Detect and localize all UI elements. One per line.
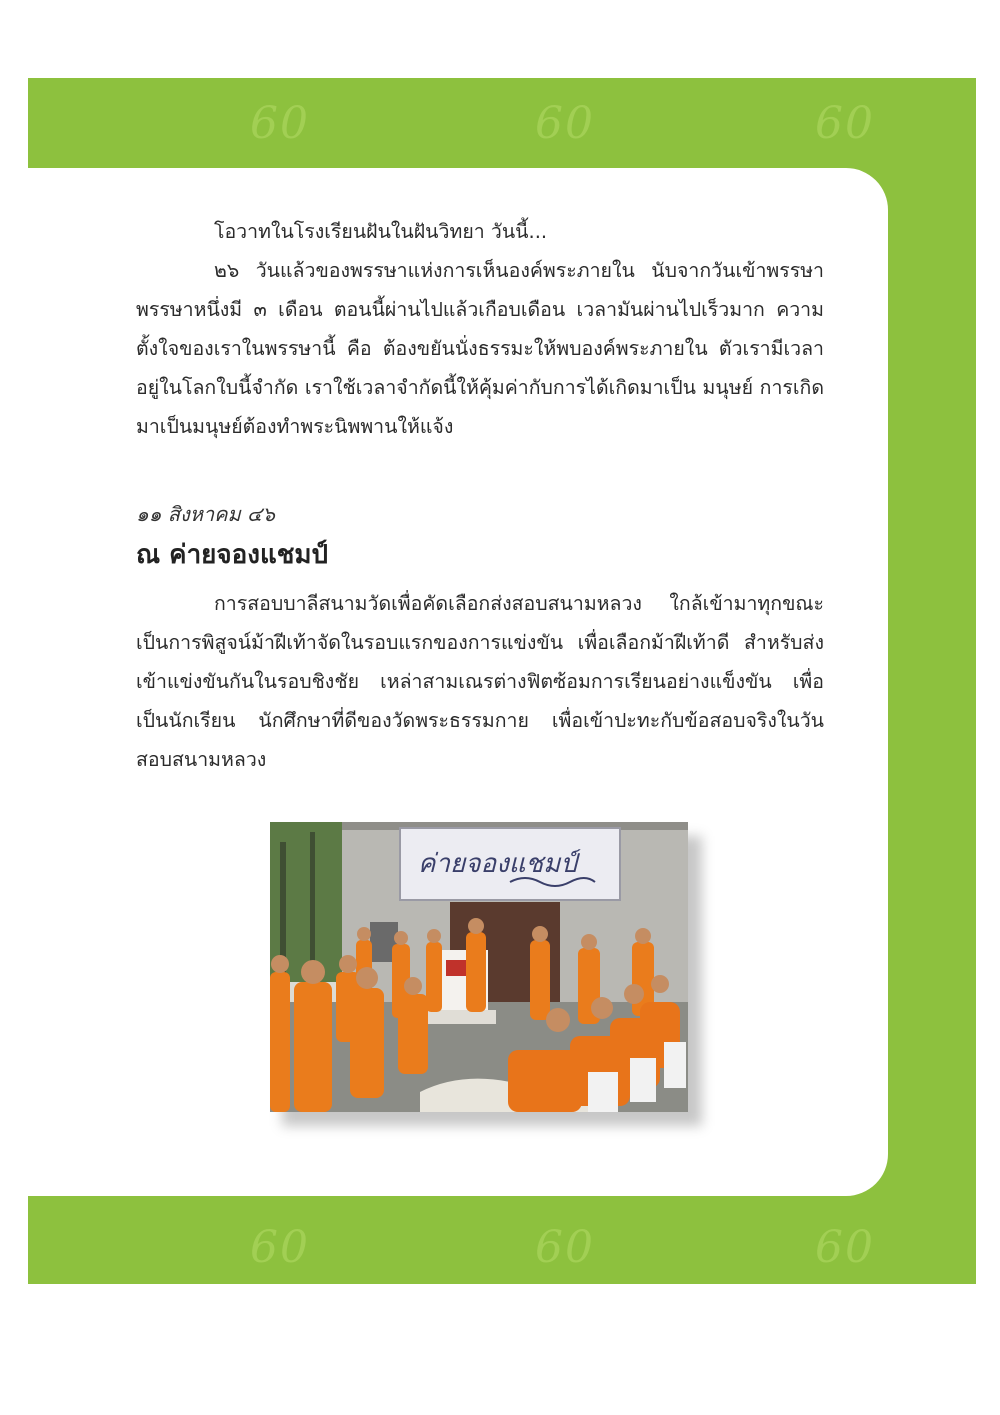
watermark-60-logo: 60 xyxy=(250,98,310,149)
novice-monks-photo xyxy=(270,822,688,1112)
intro-line: โอวาทในโรงเรียนฝันในฝันวิทยา วันนี้... xyxy=(214,220,548,243)
entry-date: ๑๑ สิงหาคม ๔๖ xyxy=(136,502,275,526)
watermark-60-logo: 60 xyxy=(815,1222,875,1273)
section-heading: ณ ค่ายจองแชมป์ xyxy=(136,540,328,570)
photo-sign-text: ค่ายจองแชมป์ xyxy=(418,849,577,879)
watermark-60-logo: 60 xyxy=(535,1222,595,1273)
watermark-60-logo: 60 xyxy=(250,1222,310,1273)
watermark-60-logo: 60 xyxy=(815,98,875,149)
watermark-60-logo: 60 xyxy=(535,98,595,149)
body-paragraph-2: การสอบบาลีสนามวัดเพื่อคัดเลือกส่งสอบสนามหลวง ใกล้เข้ามาทุกขณะ เป็นการพิสูจน์ม้าฝีเท้าจัดในรอบแรกของการแข่งขัน เพื่อเลือกม้าฝีเท้าดี สำหรับส่งเข้าแข่งขันกันในรอบชิงชัย เหล่าสามเณรต่างฟิตซ้อมการเรียนอย่างแข็งขัน เพื่อเป็นนักเรียน นักศึกษาที่ดีของวัดพระธรรมกาย เพื่อเข้าปะทะกับข้อสอบจริงในวัน สอบสนามหลวง xyxy=(136,592,824,771)
body-paragraph-1: ๒๖ วันแล้วของพรรษาแห่งการเห็นองค์พระภายใน นับจากวันเข้าพรรษา พรรษาหนึ่งมี ๓ เดือน ตอนนี้ผ่านไปแล้วเกือบเดือน เวลามันผ่านไปเร็วมาก ความตั้งใจของเราในพรรษานี้ คือ ต้องขยันนั่งธรรมะให้พบองค์พระภายใน ตัวเรามีเวลาอยู่ในโลกใบนี้จำกัด เราใช้เวลาจำกัดนี้ให้คุ้มค่ากับการได้เกิดมาเป็น มนุษย์ การเกิดมาเป็นมนุษย์ต้องทำพระนิพพานให้แจ้ง xyxy=(136,259,824,438)
